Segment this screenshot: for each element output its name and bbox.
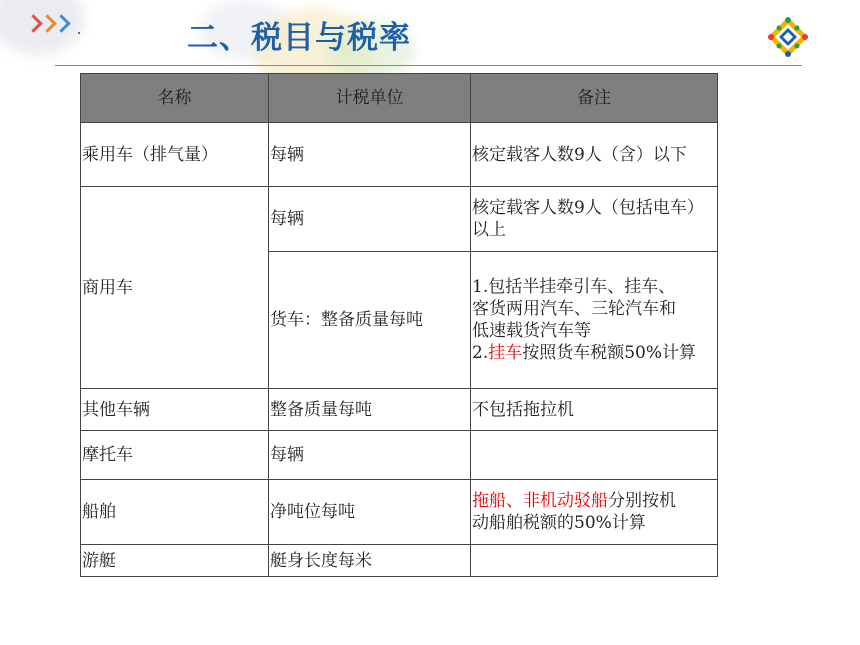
cell-unit: 每辆 (269, 123, 471, 187)
table-row (81, 389, 718, 431)
cell-name: 乘用车（排气量） (81, 123, 269, 187)
cell-unit: 整备质量每吨 (269, 389, 471, 431)
cell-note: 不包括拖拉机 (471, 389, 718, 431)
note-text: 分别按机 (608, 491, 676, 511)
cell-name: 船舶 (81, 480, 269, 545)
table-row (81, 545, 718, 577)
cell-note: 核定载客人数9人（含）以下 (471, 123, 718, 187)
cell-unit: 每辆 (269, 431, 471, 480)
cell-name: 商用车 (81, 187, 269, 389)
note-line (472, 342, 716, 364)
cell-note (471, 431, 718, 480)
cell-unit: 每辆 (269, 187, 471, 252)
note-line: 1.包括半挂牵引车、挂车、 (472, 277, 676, 297)
highlight-text: 挂车 (488, 343, 523, 363)
table-row (81, 480, 718, 545)
cell-name: 游艇 (81, 545, 269, 577)
cell-unit: 货车：整备质量每吨 (269, 252, 471, 389)
note-line: 低速载货汽车等 (472, 321, 591, 341)
header-divider (55, 65, 802, 66)
table-row (81, 187, 718, 252)
note-text: 按照货车税额50%计算 (522, 343, 697, 363)
note-line: 客货两用汽车、三轮汽车和 (472, 299, 676, 319)
note-prefix: 2. (472, 343, 489, 363)
tax-rate-table (80, 73, 718, 577)
cell-unit: 净吨位每吨 (269, 480, 471, 545)
cell-note (471, 480, 718, 545)
header-unit: 计税单位 (269, 74, 471, 123)
table-row (81, 431, 718, 480)
cell-name: 其他车辆 (81, 389, 269, 431)
table-row (81, 123, 718, 187)
diamond-logo-icon (765, 14, 811, 60)
cell-unit: 艇身长度每米 (269, 545, 471, 577)
cell-name: 摩托车 (81, 431, 269, 480)
note-line (472, 490, 716, 512)
cell-note (471, 252, 718, 389)
highlight-text: 拖船、非机动驳船 (472, 491, 608, 511)
cell-note (471, 545, 718, 577)
chevron-arrows-icon (27, 17, 68, 30)
decorative-dot (78, 32, 80, 34)
header-name: 名称 (81, 74, 269, 123)
page-title: 二、税目与税率 (187, 20, 411, 56)
header-note: 备注 (471, 74, 718, 123)
cell-note: 核定载客人数9人（包括电车）以上 (471, 187, 718, 252)
note-line: 动船舶税额的50%计算 (472, 513, 646, 533)
table-header-row (81, 74, 718, 123)
